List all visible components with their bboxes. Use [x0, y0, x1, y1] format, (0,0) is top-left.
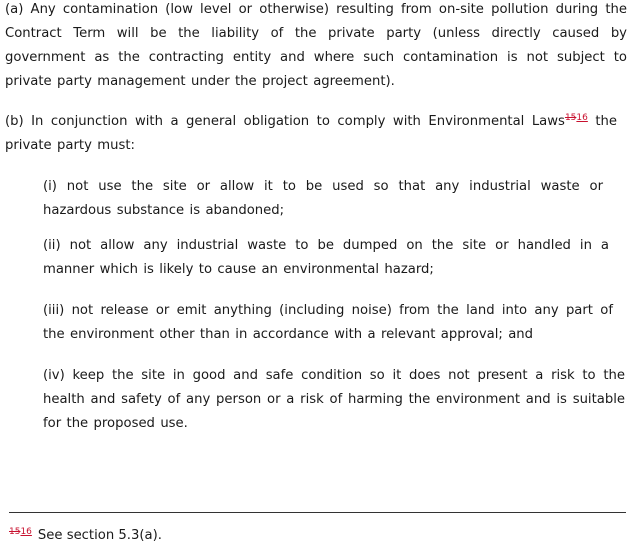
clause-iii: (iii) not release or emit anything (including noise) from the land into any part of the environment other than in accordance with a relevant approval; and [43, 303, 613, 342]
footnote-ref-inserted: 16 [576, 113, 588, 123]
clause-i: (i) not use the site or allow it to be used so that any industrial waste or hazardous substance is abandoned; [43, 179, 603, 218]
clause-iv: (iv) keep the site in good and safe condition so it does not present a risk to the health and safety of any person or a risk of harming the environment and is suitable for the proposed use. [43, 368, 625, 431]
footnote [9, 524, 162, 548]
footnote-marker-deleted: 15 [9, 527, 21, 537]
footnote-reference[interactable] [565, 113, 588, 123]
footnote-text: See section 5.3(a). [37, 528, 162, 543]
clause-ii: (ii) not allow any industrial waste to be dumped on the site or handled in a manner which is likely to cause an environmental hazard; [43, 238, 609, 277]
paragraph-b-text-end: the private party must: [5, 114, 617, 153]
footnote-marker-inserted: 16 [20, 527, 32, 537]
footnote-separator [9, 512, 626, 513]
paragraph-a: (a) Any contamination (low level or otherwise) resulting from on-site pollution during the Contract Term will be the liability of the private party (unless directly caused by government as the contracting entity and where such contamination is not subject to private party management under the project agreement). [5, 2, 627, 89]
paragraph-b [5, 110, 617, 158]
footnote-ref-deleted: 15 [564, 113, 577, 123]
footnote-marker[interactable] [9, 527, 32, 537]
paragraph-b-text-start: (b) In conjunction with a general obligation to comply with Environmental Laws [5, 114, 565, 129]
